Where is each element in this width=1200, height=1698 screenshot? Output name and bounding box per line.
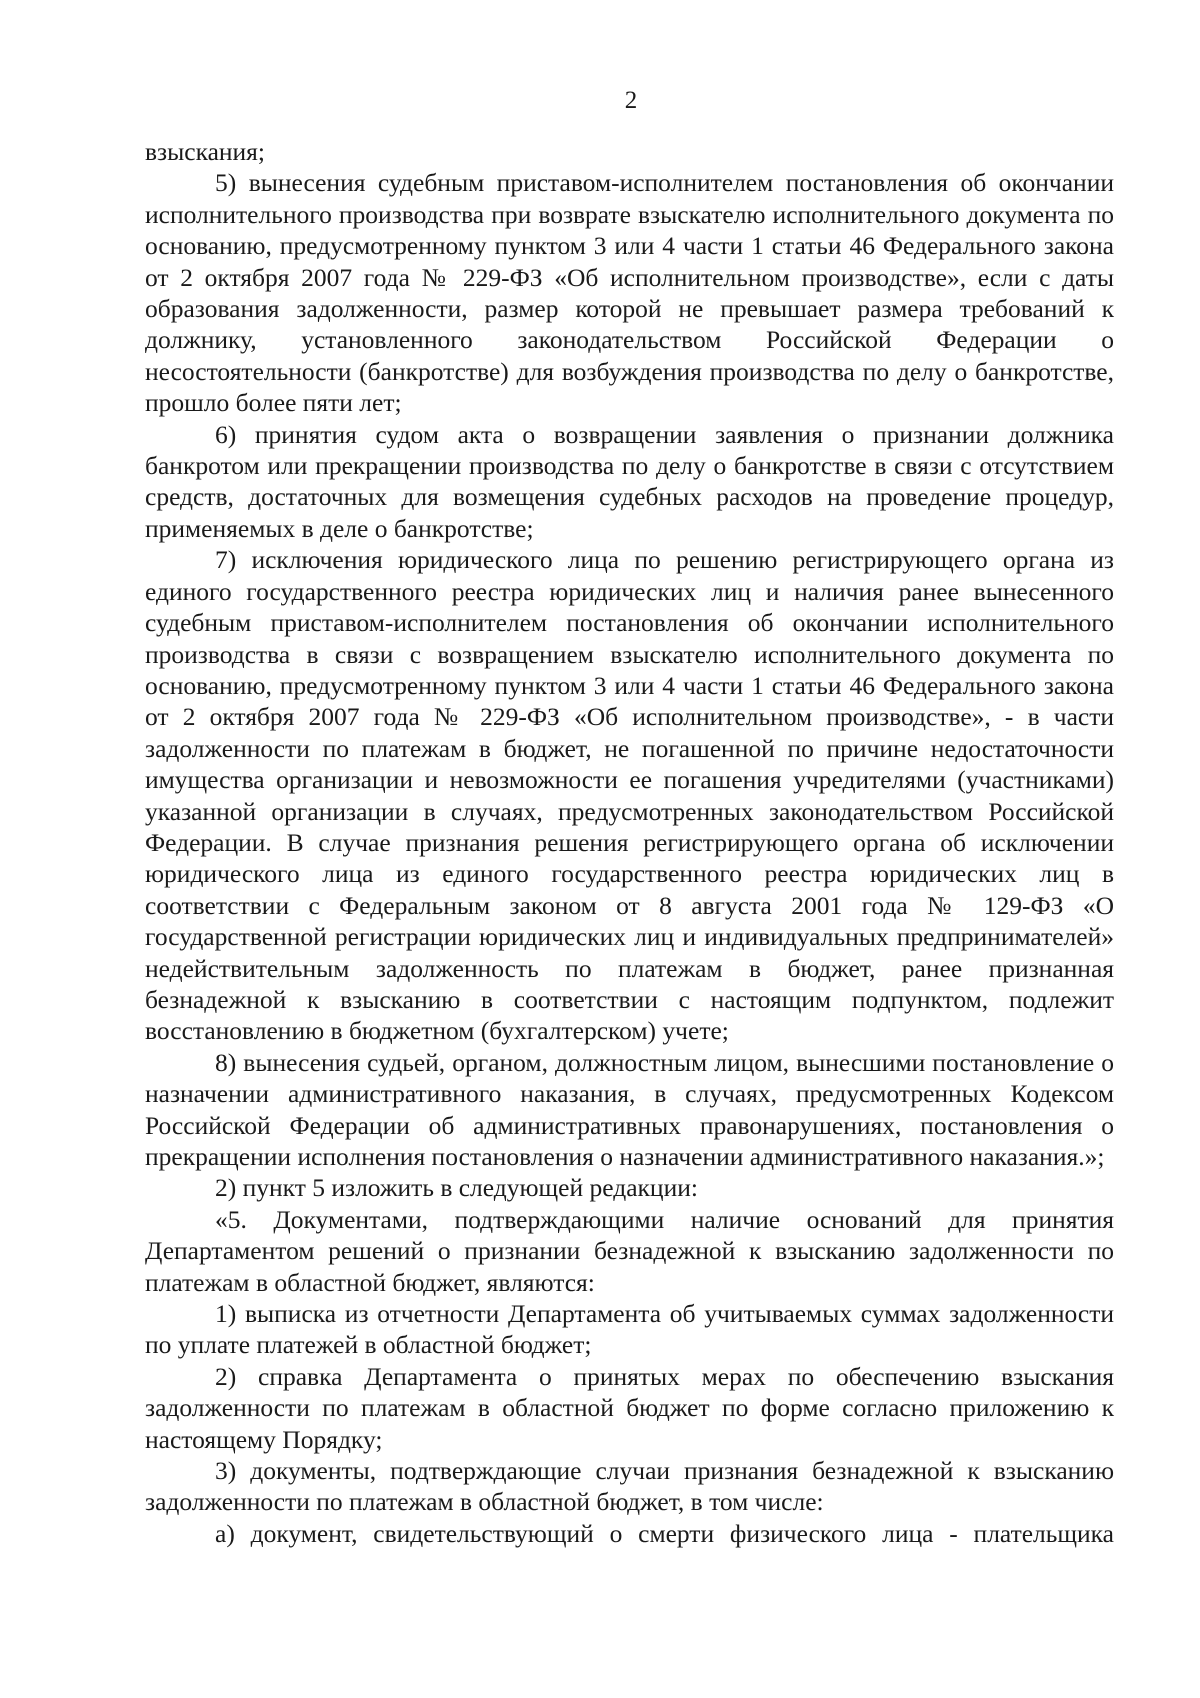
paragraph-item-6: 6) принятия судом акта о возвращении заявления о признании должника банкротом или прекращении производства по делу о банкротстве в связи с отсутствием средств, достаточных для возмещения судебных расходов на проведение процедур, применяемых в деле о банкротстве; <box>145 419 1114 543</box>
paragraph-continuation: взыскания; <box>145 137 265 166</box>
paragraph-doc-3: 3) документы, подтверждающие случаи признания безнадежной к взысканию задолженности по платежам в областной бюджет, в том числе: <box>145 1456 1114 1517</box>
paragraph-item-5: 5) вынесения судебным приставом-исполнителем постановления об окончании исполнительного производства при возврате взыскателю исполнительного документа по основанию, предусмотренному пунктом 3 или 4 части 1 статьи 46 Федерального закона от 2 октября 2007 года № 229-ФЗ «Об исполнительном производстве», если с даты образования задолженности, размер которой не превышает размера требований к должнику, установленного законодательством Российской Федерации о несостоятельности (банкротстве) для возбуждения производства по делу о банкротстве, прошло более пяти лет; <box>145 168 1114 418</box>
page-number: 2 <box>624 87 638 114</box>
paragraph-item-8: 8) вынесения судьей, органом, должностным лицом, вынесшими постановление о назначении административного наказания, в случаях, предусмотренных Кодексом Российской Федерации об административных правонарушениях, постановления о прекращении исполнения постановления о назначении административного наказания.»; <box>145 1047 1114 1171</box>
paragraph-amendment-2: 2) пункт 5 изложить в следующей редакции: <box>215 1173 698 1203</box>
paragraph-point-5: «5. Документами, подтверждающими наличие оснований для принятия Департаментом решений о признании безнадежной к взысканию задолженности по платежам в областной бюджет, являются: <box>145 1204 1114 1297</box>
paragraph-doc-2: 2) справка Департамента о принятых мерах по обеспечению взыскания задолженности по платежам в областной бюджет по форме согласно приложению к настоящему Порядку; <box>145 1361 1114 1454</box>
paragraph-doc-1: 1) выписка из отчетности Департамента об учитываемых суммах задолженности по уплате платежей в областной бюджет; <box>145 1299 1114 1360</box>
paragraph-item-7: 7) исключения юридического лица по решению регистрирующего органа из единого государственного реестра юридических лиц и наличия ранее вынесенного судебным приставом-исполнителем постановления об окончании исполнительного производства в связи с возвращением взыскателю исполнительного документа по основанию, предусмотренному пунктом 3 или 4 части 1 статьи 46 Федерального закона от 2 октября 2007 года № 229-ФЗ «Об исполнительном производстве», - в части задолженности по платежам в бюджет, не погашенной по причине недостаточности имущества организации и невозможности ее погашения учредителями (участниками) указанной организации в случаях, предусмотренных законодательством Российской Федерации. В случае признания решения регистрирующего органа об исключении юридического лица из единого государственного реестра юридических лиц в соответствии с Федеральным законом от 8 августа 2001 года № 129-ФЗ «О государственной регистрации юридических лиц и индивидуальных предпринимателей» недействительным задолженность по платежам в бюджет, ранее признанная безнадежной к взысканию в соответствии с настоящим подпунктом, подлежит восстановлению в бюджетном (бухгалтерском) учете; <box>145 545 1114 1046</box>
paragraph-doc-3a: а) документ, свидетельствующий о смерти физического лица - плательщика <box>215 1518 1114 1548</box>
document-body <box>145 136 1114 1549</box>
